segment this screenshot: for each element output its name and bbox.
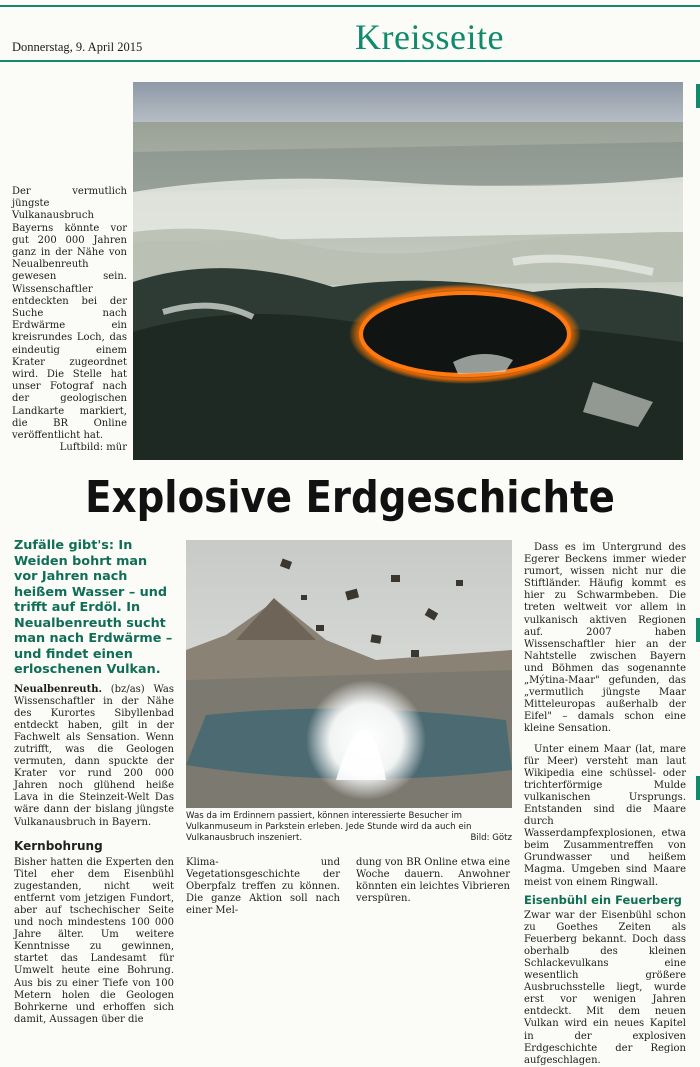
volcano-museum-photo <box>186 540 512 808</box>
header-top-rule <box>0 5 700 7</box>
article-paragraph: Bisher hatten die Experten den Titel eher dem Eisenbühl zugestanden, nicht weit entfernt vom jetzigen Fundort, aber auf tschechischer Seite und noch mindestens 100 000 Jahre älter. Um weitere Kenntnisse zu gewinnen, startet das Landesamt für Umwelt heute eine Bohrung. Aus bis zu einer Tiefe von 100 Metern holen die Geologen Bohrkerne und erhoffen sich damit, Aussagen über die <box>14 856 174 1025</box>
right-margin-bar <box>696 776 700 800</box>
volcano-photo-credit: Bild: Götz <box>470 833 512 843</box>
right-margin-bar <box>696 84 700 108</box>
article-paragraph: Dass es im Untergrund des Egerer Beckens immer wieder rumort, wissen nicht nur die Stiftländer. Häufig kommt es hier zu Schwarmbeben. Die treten weltweit vor allem in vulkanisch aktiven Regionen auf. 2007 haben Wissenschaftler hier an der Nahtstelle zwischen Bayern und Böhmen das sogenannte „Mýtina-Maar" gefunden, das „vermutlich jüngste Maar Mitteleuropas außerhalb der Eifel" – damals schon eine kleine Sensation. <box>524 542 686 735</box>
subhead-eisenbuehl: Eisenbühl ein Feuerberg <box>524 892 682 907</box>
aerial-caption-text: Der vermutlich jüngste Vulkanausbruch Bayerns könnte vor gut 200 000 Jahren ganz in der Nähe von Neualbenreuth gewesen sein. Wissenschaftler entdeckten bei der Suche nach Erdwärme ein kreisrundes Loch, das eindeutig einem Krater zugeordnet wird. Die Stelle hat unser Fotograf nach der geologischen Landkarte markiert, die BR Online veröffentlicht hat. <box>12 186 127 442</box>
dateline: Neualbenreuth. <box>14 683 102 695</box>
aerial-photo <box>133 82 683 460</box>
right-margin-bar <box>696 618 700 642</box>
volcano-caption-text: Was da im Erdinnern passiert, können interessierte Besucher im Vulkanmuseum in Parkstein erleben. Jede Stunde wird da auch ein Vulkanausbruch inszeniert. <box>186 811 472 843</box>
volcano-photo-caption <box>186 811 512 844</box>
issue-date: Donnerstag, 9. April 2015 <box>12 40 143 54</box>
section-title: Kreisseite <box>355 17 504 57</box>
article-headline: Explosive Erdgeschichte <box>85 472 615 523</box>
article-column-2a: Klima- und Vegetationsgeschichte der Oberpfalz treffen zu können. Die ganze Aktion soll nach einer Mel- <box>186 857 340 917</box>
article-kicker: Zufälle gibt's: In Weiden bohrt man vor Jahren nach heißem Wasser – und trifft auf Erdöl. In Neualbenreuth sucht man nach Erdwärme – und findet einen erloschenen Vulkan. <box>14 538 173 677</box>
subhead-kernbohrung: Kernbohrung <box>14 838 103 853</box>
article-intro <box>14 684 174 829</box>
header-bottom-rule <box>0 60 700 62</box>
aerial-photo-caption <box>12 186 127 454</box>
article-column-1 <box>14 538 174 1026</box>
article-column-2b: dung von BR Online etwa eine Woche dauern. Anwohner könnten ein leichtes Vibrieren verspüren. <box>356 857 510 905</box>
article-column-3 <box>524 542 686 1067</box>
article-paragraph: Unter einem Maar (lat, mare für Meer) versteht man laut Wikipedia eine schüssel- oder trichterförmige Mulde vulkanischen Ursprungs. Entstanden sind die Maare durch Wasserdampfexplosionen, etwa beim Zusammentreffen von Grundwasser und heißem Magma. Umgeben sind Maare meist von einem Ringwall. <box>524 743 686 888</box>
intro-text: (bz/as) Was Wissenschaftler in der Nähe des Kurortes Sibyllenbad entdeckt haben, gilt in der Fachwelt als Sensation. Wenn zutrifft, was die Geologen vermuten, dann spuckte der Krater vor rund 200 000 Jahren noch glühend heiße Lava in die Steinzeit-Welt Das wäre dann der bislang jüngste Vulkanausbruch in Bayern. <box>14 683 174 828</box>
aerial-photo-credit: Luftbild: mür <box>59 442 127 454</box>
article-paragraph: Zwar war der Eisenbühl schon zu Goethes Zeiten als Feuerberg bekannt. Doch dass oberhalb des kleinen Schlackevulkans eine wesentlich größere Ausbruchsstelle liegt, wurde erst vor wenigen Jahren entdeckt. Mit dem neuen Vulkan wird ein neues Kapitel in der explosiven Erdgeschichte der Region aufgeschlagen. <box>524 909 686 1066</box>
